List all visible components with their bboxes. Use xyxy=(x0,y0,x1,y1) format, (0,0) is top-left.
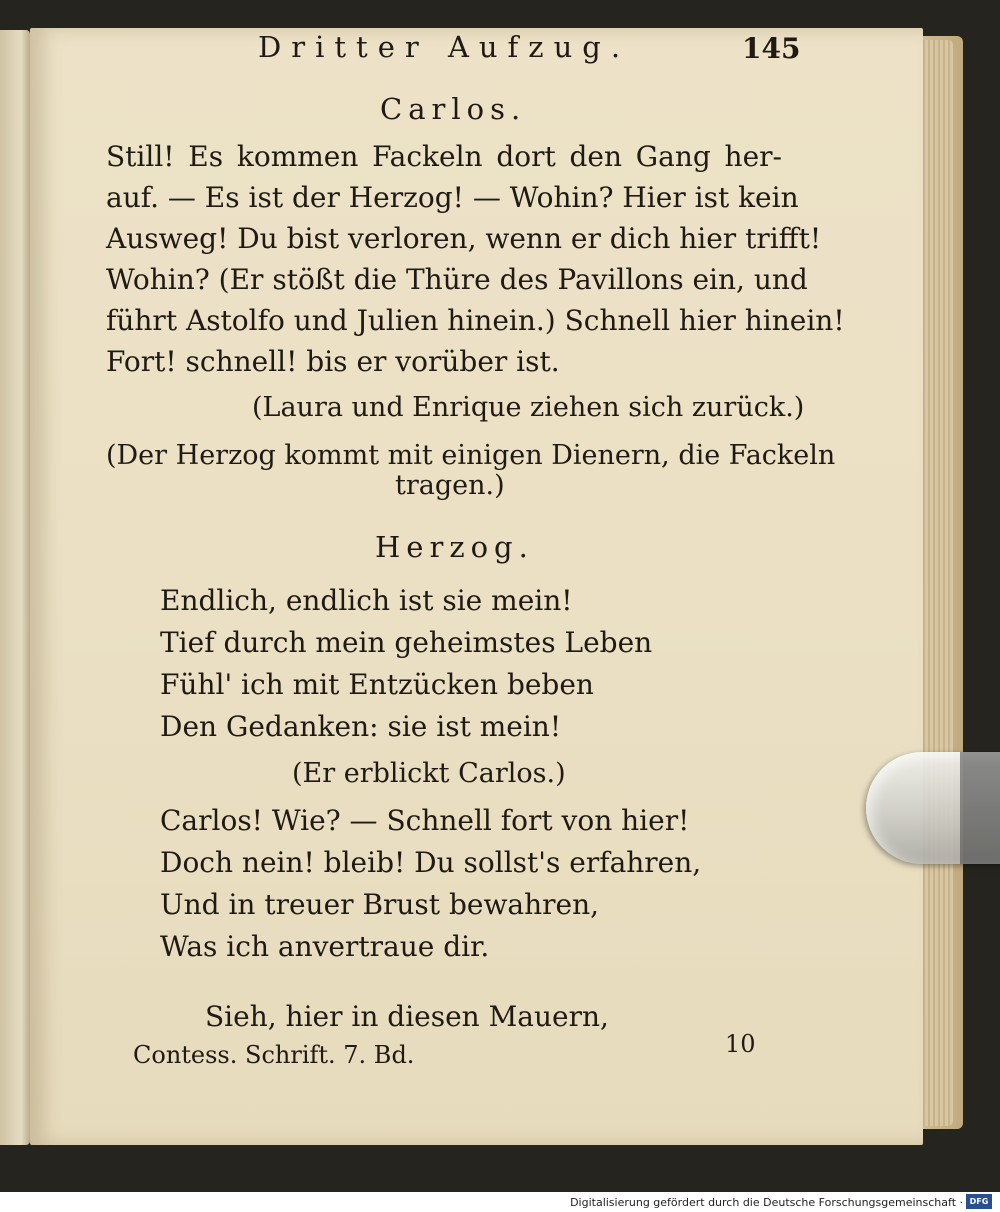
page-clip-shadow xyxy=(960,752,1000,864)
credit-text: Digitalisierung gefördert durch die Deutsche Forschungsgemeinschaft · xyxy=(570,1196,963,1209)
prose-line: Wohin? (Er stößt die Thüre des Pavillons ein, und xyxy=(106,263,808,296)
running-title: Dritter Aufzug. xyxy=(258,30,631,64)
verse-line: Fühl' ich mit Entzücken beben xyxy=(160,668,594,701)
verse-line: Carlos! Wie? — Schnell fort von hier! xyxy=(160,804,690,837)
verse-line: Tief durch mein geheimstes Leben xyxy=(160,626,653,659)
signature-mark: Contess. Schrift. 7. Bd. xyxy=(133,1041,415,1069)
speaker-herzog: Herzog. xyxy=(375,530,534,564)
facing-page-edge xyxy=(0,30,30,1145)
verse-line: Was ich anvertraue dir. xyxy=(160,930,490,963)
speaker-carlos: Carlos. xyxy=(380,92,527,126)
prose-line: auf. — Es ist der Herzog! — Wohin? Hier ist kein xyxy=(106,181,799,214)
stage-direction: tragen.) xyxy=(395,470,505,501)
verse-line: Doch nein! bleib! Du sollst's erfahren, xyxy=(160,846,702,879)
verse-line: Und in treuer Brust bewahren, xyxy=(160,888,600,921)
dfg-logo: DFG xyxy=(966,1194,992,1209)
verse-line: Endlich, endlich ist sie mein! xyxy=(160,584,573,617)
prose-line: Ausweg! Du bist verloren, wenn er dich hier trifft! xyxy=(106,222,822,255)
page-number: 145 xyxy=(742,32,801,65)
sheet-mark: 10 xyxy=(725,1030,756,1058)
prose-line: führt Astolfo und Julien hinein.) Schnell hier hinein! xyxy=(106,304,845,337)
stage-direction: (Laura und Enrique ziehen sich zurück.) xyxy=(252,392,805,423)
prose-line: Fort! schnell! bis er vorüber ist. xyxy=(106,345,560,378)
verse-line: Den Gedanken: sie ist mein! xyxy=(160,710,562,743)
stage-direction: (Der Herzog kommt mit einigen Dienern, die Fackeln xyxy=(106,440,836,471)
stage-direction: (Er erblickt Carlos.) xyxy=(292,758,566,789)
verse-line: Sieh, hier in diesen Mauern, xyxy=(205,1000,609,1033)
prose-line: Still! Es kommen Fackeln dort den Gang her- xyxy=(106,140,782,173)
